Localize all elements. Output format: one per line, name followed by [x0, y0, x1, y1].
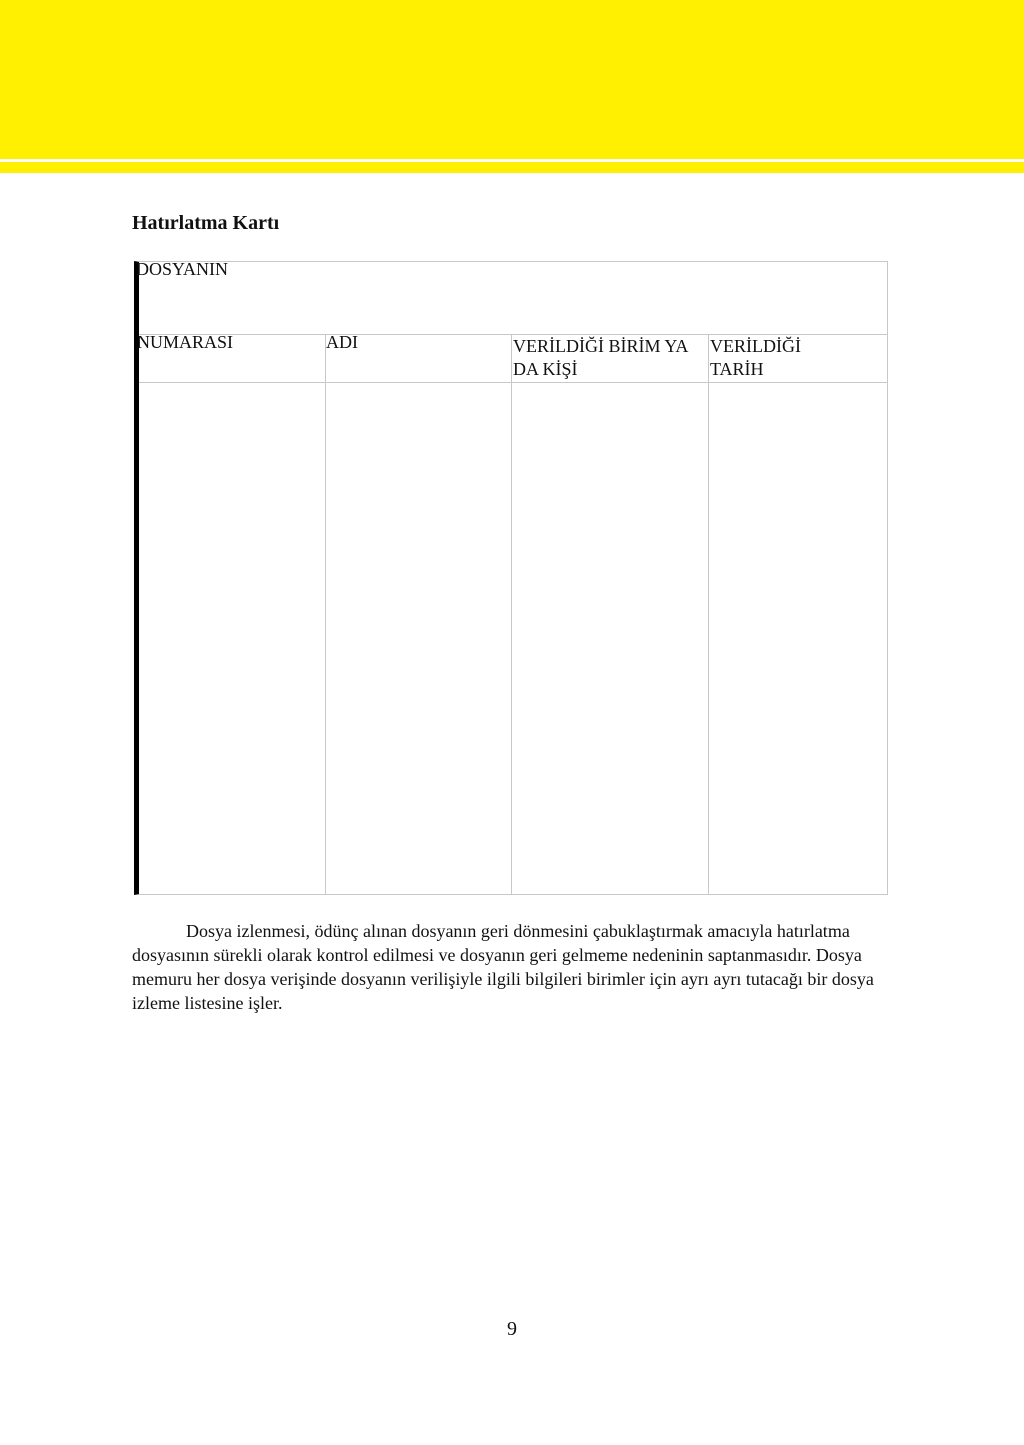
section-title: Hatırlatma Kartı — [132, 212, 280, 234]
column-header-given-unit: VERİLDİĞİ BİRİM YA DA KİŞİ — [513, 336, 688, 379]
header-divider-line — [0, 159, 1024, 162]
header-row-bottom-rule — [139, 382, 887, 383]
column-divider — [325, 334, 326, 894]
column-header-number: NUMARASI — [137, 332, 234, 352]
body-paragraph — [132, 919, 902, 1015]
column-header-name: ADI — [326, 332, 358, 352]
page-number: 9 — [507, 1318, 517, 1340]
column-divider — [708, 334, 709, 894]
header-color-band — [0, 0, 1024, 173]
column-header-given-date: VERİLDİĞİ TARİH — [710, 336, 801, 379]
body-paragraph-text: Dosya izlenmesi, ödünç alınan dosyanın geri dönmesini çabuklaştırmak amacıyla hatırlatma dosyasının sürekli olarak kontrol edilmesi ve dosyanın geri gelmeme nedeninin saptanmasıdır. Dosya memuru her dosya verişinde dosyanın verilişiyle ilgili bilgileri birimler için ayrı ayrı tutacağı bir dosya izleme listesine işler. — [132, 921, 874, 1013]
card-caption: DOSYANIN — [136, 259, 229, 279]
column-divider — [511, 334, 512, 894]
